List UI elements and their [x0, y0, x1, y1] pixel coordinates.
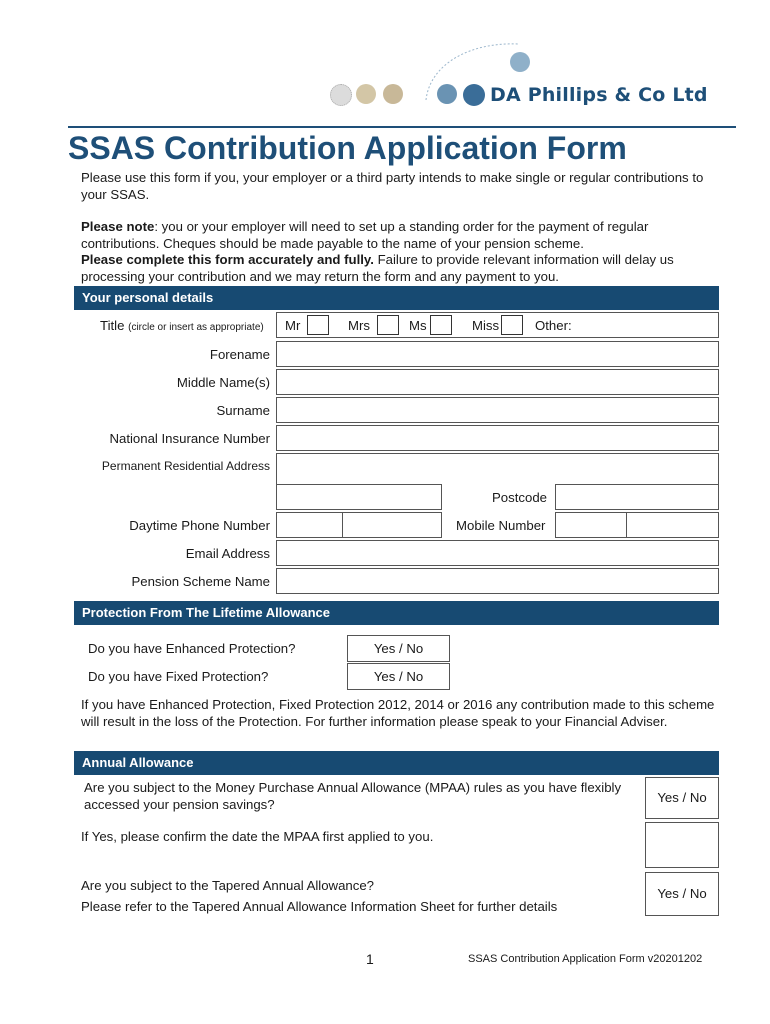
- postcode-field[interactable]: [555, 484, 719, 510]
- scheme-name-label: Pension Scheme Name: [131, 574, 270, 589]
- mpaa-question: Are you subject to the Money Purchase Annual Allowance (MPAA) rules as you have flexibly accessed your pension savings?: [84, 780, 622, 812]
- section-protection: Protection From The Lifetime Allowance: [74, 601, 719, 625]
- intro-text: Please use this form if you, your employer or a third party intends to make single or regular contributions to your SSAS.: [81, 170, 704, 202]
- tapered-note: Please refer to the Tapered Annual Allowance Information Sheet for further details: [81, 899, 558, 914]
- address-line-field[interactable]: [276, 484, 442, 510]
- title-hint: (circle or insert as appropriate): [128, 322, 264, 333]
- note-paragraph: [81, 219, 721, 285]
- ni-field[interactable]: [276, 425, 719, 451]
- protection-note: If you have Enhanced Protection, Fixed Protection 2012, 2014 or 2016 any contribution made to this scheme will result in the loss of the Protection. For further information please speak to your Financial Adviser.: [81, 697, 715, 729]
- title-option-ms[interactable]: Ms: [409, 318, 427, 333]
- address-label: Permanent Residential Address: [101, 459, 270, 473]
- section-personal-details: Your personal details: [74, 286, 719, 310]
- logo-dot-1-icon: [330, 84, 352, 106]
- logo-dot-4-icon: [437, 84, 457, 104]
- header-rule: [68, 126, 736, 128]
- tapered-question: Are you subject to the Tapered Annual Allowance?: [81, 878, 375, 893]
- section-annual-allowance: Annual Allowance: [74, 751, 719, 775]
- enhanced-protection-yes-no[interactable]: Yes / No: [347, 635, 450, 662]
- title-option-miss[interactable]: Miss: [472, 318, 500, 333]
- surname-field[interactable]: [276, 397, 719, 423]
- logo-dot-5-icon: [463, 84, 485, 106]
- email-field[interactable]: [276, 540, 719, 566]
- fixed-protection-yes-no[interactable]: Yes / No: [347, 663, 450, 690]
- title-option-other[interactable]: Other:: [535, 318, 572, 333]
- company-name: DA Phillips & Co Ltd: [490, 84, 708, 106]
- miss-checkbox[interactable]: [501, 315, 523, 335]
- surname-label: Surname: [216, 403, 270, 418]
- middle-name-label: Middle Name(s): [176, 375, 270, 390]
- complete-text: Failure to provide relevant information will delay us processing your contribution and we may return the form and any payment to you.: [81, 252, 674, 284]
- enhanced-protection-question: Do you have Enhanced Protection?: [88, 641, 296, 656]
- mpaa-yes-no[interactable]: Yes / No: [645, 777, 719, 819]
- postcode-label: Postcode: [492, 490, 547, 505]
- forename-field[interactable]: [276, 341, 719, 367]
- page-title: SSAS Contribution Application Form: [68, 130, 627, 166]
- daytime-phone-field[interactable]: [342, 512, 442, 538]
- email-label: Email Address: [185, 546, 270, 561]
- title-label: Title (circle or insert as appropriate): [100, 318, 264, 333]
- scheme-name-field[interactable]: [276, 568, 719, 594]
- forename-label: Forename: [209, 347, 270, 362]
- complete-label: Please complete this form accurately and fully.: [81, 252, 374, 267]
- logo-dot-2-icon: [356, 84, 376, 104]
- mobile-code-field[interactable]: [555, 512, 627, 538]
- page-number: 1: [366, 951, 374, 967]
- tapered-yes-no[interactable]: Yes / No: [645, 872, 719, 916]
- form-version: SSAS Contribution Application Form v20201202: [468, 953, 703, 965]
- middle-name-field[interactable]: [276, 369, 719, 395]
- fixed-protection-question: Do you have Fixed Protection?: [88, 669, 269, 684]
- mpaa-date-question: If Yes, please confirm the date the MPAA first applied to you.: [81, 829, 434, 844]
- daytime-phone-code-field[interactable]: [276, 512, 343, 538]
- logo-dot-6-icon: [510, 52, 530, 72]
- title-option-mr[interactable]: Mr: [285, 318, 301, 333]
- mobile-field[interactable]: [626, 512, 719, 538]
- daytime-phone-label: Daytime Phone Number: [129, 518, 270, 533]
- mr-checkbox[interactable]: [307, 315, 329, 335]
- note-label: Please note: [81, 219, 155, 234]
- title-option-mrs[interactable]: Mrs: [348, 318, 370, 333]
- ni-label: National Insurance Number: [109, 431, 270, 446]
- note-text: : you or your employer will need to set up a standing order for the payment of regular contributions. Cheques should be made payable to the name of your pension scheme.: [81, 219, 649, 251]
- mrs-checkbox[interactable]: [377, 315, 399, 335]
- mobile-label: Mobile Number: [456, 518, 546, 533]
- ms-checkbox[interactable]: [430, 315, 452, 335]
- logo-dot-3-icon: [383, 84, 403, 104]
- mpaa-date-field[interactable]: [645, 822, 719, 868]
